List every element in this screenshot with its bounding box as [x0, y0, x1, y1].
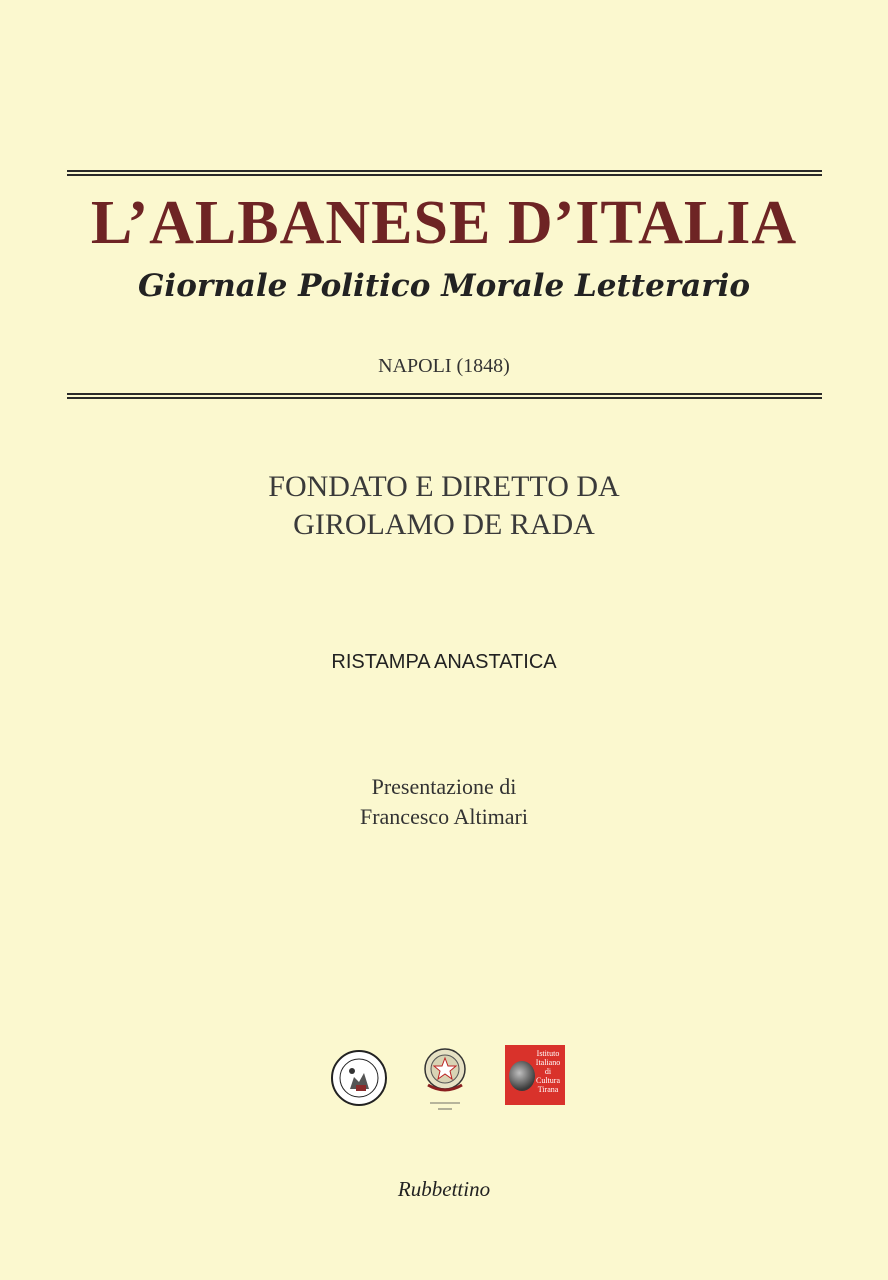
founder-name: GIROLAMO DE RADA — [293, 508, 595, 541]
cover-title: L’ALBANESE D’ITALIA — [90, 189, 798, 257]
place-date: NAPOLI (1848) — [378, 355, 510, 377]
italian-emblem-logo — [416, 1045, 474, 1125]
institute-logo — [505, 1045, 565, 1105]
foundation-seal-logo — [330, 1049, 388, 1107]
presentation-line-1: Presentazione di — [371, 774, 517, 799]
top-double-rule — [67, 170, 822, 176]
reprint-label: RISTAMPA ANASTATICA — [331, 651, 557, 673]
presenter-name: Francesco Altimari — [359, 804, 528, 829]
founder-block — [0, 468, 888, 544]
publisher-name: Rubbettino — [397, 1177, 491, 1201]
founder-line-1: FONDATO E DIRETTO DA — [268, 470, 620, 503]
institute-logo-text: Istituto Italiano di Cultura Tirana — [535, 1049, 561, 1094]
bottom-double-rule — [67, 393, 822, 399]
presentation-block — [0, 772, 888, 832]
cover-subtitle: Giornale Politico Morale Letterario — [137, 268, 751, 304]
sponsor-logos — [0, 1045, 888, 1125]
